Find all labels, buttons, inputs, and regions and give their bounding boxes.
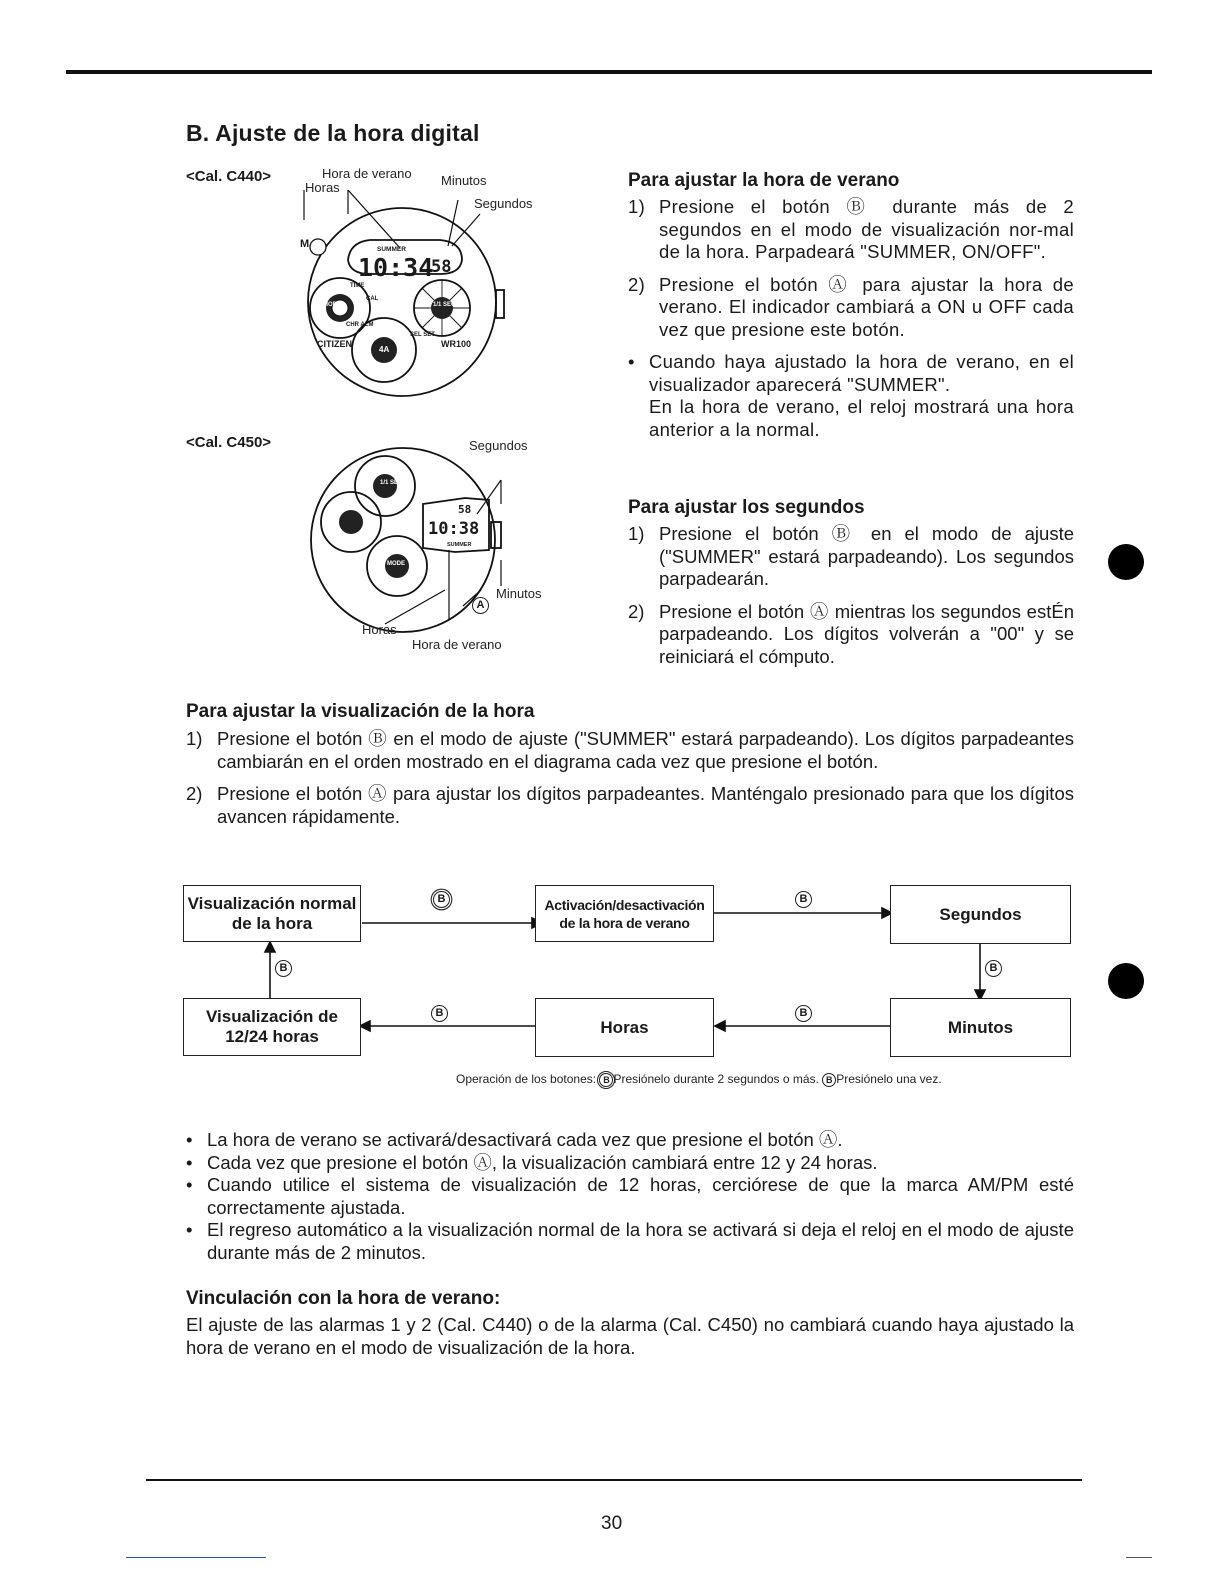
- display-step-1: 1) Presione el botón Ⓑ en el modo de ajuste ("SUMMER" estará parpadeando). Los dígitos parpadeantes cambiarán en el orden mostrado en el diagrama cada vez que presione el botón.: [186, 728, 1074, 772]
- cal-c440-label: <Cal. C440>: [186, 168, 272, 185]
- note-1: • La hora de verano se activará/desactivará cada vez que presione el botón Ⓐ.: [186, 1129, 1074, 1152]
- c440-ring-chr-alm: CHR ALM: [346, 322, 374, 328]
- summer-bullet-cont: En la hora de verano, el reloj mostrará una hora anterior a la normal.: [649, 396, 1074, 440]
- summer-bullet: • Cuando haya ajustado la hora de verano, en el visualizador aparecerá "SUMMER". En la hora de verano, el reloj mostrará una hora anterior a la normal.: [628, 351, 1074, 441]
- scan-artifact-line: [126, 1557, 266, 1558]
- summer-heading: Para ajustar la hora de verano: [628, 170, 900, 191]
- c440-brand: CITIZEN: [317, 339, 352, 349]
- display-heading: Para ajustar la visualización de la hora: [186, 701, 535, 722]
- c440-cal-ring-label: CAL: [366, 296, 379, 302]
- seconds-step-2: 2) Presione el botón Ⓐ mientras los segundos estÉn parpadeando. Los dígitos volverán a "00" y se reiniciará el cómputo.: [628, 600, 1074, 667]
- c450-a-button: A: [472, 597, 489, 614]
- c450-sec-label: 1/1 SEC: [380, 480, 403, 486]
- c450-callout-segundos: Segundos: [469, 438, 528, 453]
- page-number: 30: [601, 1513, 623, 1534]
- bottom-rule: [146, 1479, 1082, 1481]
- note-3: • Cuando utilice el sistema de visualización de 12 horas, cerciórese de que la marca AM/PM esté correctamente ajustada.: [186, 1174, 1074, 1219]
- flow-box-seconds: Segundos: [890, 885, 1071, 944]
- flow-b-short-4: B: [431, 1005, 448, 1022]
- c440-callout-horas: Horas: [305, 180, 340, 195]
- c440-lcd-time: 10:34: [358, 253, 434, 282]
- summer-step-1: 1) Presione el botón Ⓑ durante más de 2 segundos en el modo de visualización nor-mal de la hora. Parpadeará "SUMMER, ON/OFF".: [628, 196, 1074, 262]
- margin-dot-1: [1108, 544, 1144, 580]
- c440-mode-label: MODE: [323, 302, 341, 308]
- section-title: B. Ajuste de la hora digital: [186, 120, 480, 146]
- link-text: El ajuste de las alarmas 1 y 2 (Cal. C440) o de la alarma (Cal. C450) no cambiará cuando haya ajustado la hora de verano en el modo de visualización de la hora.: [186, 1314, 1074, 1358]
- c440-center-label: 4A: [379, 345, 390, 354]
- flow-b-short-3: B: [985, 960, 1002, 977]
- seconds-step-1: 1) Presione el botón Ⓑ en el modo de ajuste ("SUMMER" estará parpadeando). Los segundos parpadearán.: [628, 523, 1074, 589]
- display-steps: [186, 728, 1074, 838]
- c440-time-ring-label: TIME: [350, 283, 365, 289]
- c440-wr: WR100: [441, 339, 472, 349]
- note-2: • Cada vez que presione el botón Ⓐ, la visualización cambiará entre 12 y 24 horas.: [186, 1152, 1074, 1175]
- margin-dot-2: [1108, 963, 1144, 999]
- summer-step-2: 2) Presione el botón Ⓐ para ajustar la hora de verano. El indicador cambiará a ON u OFF cada vez que presione este botón.: [628, 273, 1074, 340]
- c450-watch-diagram: [305, 440, 545, 650]
- flow-b-short-5: B: [795, 1005, 812, 1022]
- notes-list: [186, 1129, 1074, 1264]
- c450-callout-horas: Horas: [362, 622, 397, 637]
- c450-lcd-time: 10:38: [428, 519, 480, 539]
- c440-summer-indicator: SUMMER: [377, 246, 406, 253]
- c440-lcd-seconds: 58: [431, 257, 452, 277]
- flow-b-short-2: B: [275, 960, 292, 977]
- c450-callout-hora-de-verano: Hora de verano: [412, 637, 502, 652]
- cal-c450-label: <Cal. C450>: [186, 434, 272, 451]
- summer-steps: [628, 196, 1074, 441]
- c450-callout-minutos: Minutos: [496, 586, 542, 601]
- flow-box-1224: Visualización de 12/24 horas: [183, 998, 361, 1056]
- c440-watch-diagram: [290, 190, 520, 410]
- seconds-steps: [628, 523, 1074, 678]
- c440-m-button: M: [300, 238, 310, 250]
- note-4: • El regreso automático a la visualización normal de la hora se activará si deja el reloj en el modo de ajuste durante más de 2 minutos.: [186, 1219, 1074, 1264]
- display-step-2: 2) Presione el botón Ⓐ para ajustar los dígitos parpadeantes. Manténgalo presionado para que los dígitos avancen rápidamente.: [186, 783, 1074, 827]
- c440-callout-hora-de-verano: Hora de verano: [322, 166, 412, 181]
- flow-box-minutes: Minutos: [890, 998, 1071, 1057]
- c440-ring-sel-set: SEL SET: [410, 332, 435, 338]
- c440-callout-minutos: Minutos: [441, 173, 487, 188]
- c450-mode-label: MODE: [387, 561, 405, 567]
- c440-sec-label: 1/1 SEC: [433, 302, 456, 308]
- seconds-heading: Para ajustar los segundos: [628, 497, 865, 518]
- flow-caption: Operación de los botones: B Presiónelo durante 2 segundos o más. B Presiónelo una vez.: [456, 1072, 942, 1086]
- scan-artifact-line-2: [1126, 1557, 1152, 1558]
- c450-lcd-seconds: 58: [458, 503, 472, 516]
- flow-b-short-1: B: [795, 891, 812, 908]
- c450-summer-indicator: SUMMER: [447, 542, 472, 548]
- flow-box-normal: Visualización normal de la hora: [183, 885, 361, 942]
- flow-box-hours: Horas: [535, 998, 714, 1057]
- flow-b-long-1: B: [433, 891, 450, 908]
- caption-b-short: B: [822, 1073, 836, 1087]
- c440-callout-segundos: Segundos: [474, 196, 533, 211]
- flow-box-summer: Activación/desactivación de la hora de verano: [535, 885, 714, 942]
- link-heading: Vinculación con la hora de verano:: [186, 1288, 501, 1309]
- top-rule: [66, 70, 1152, 74]
- caption-b-long: B: [599, 1073, 613, 1087]
